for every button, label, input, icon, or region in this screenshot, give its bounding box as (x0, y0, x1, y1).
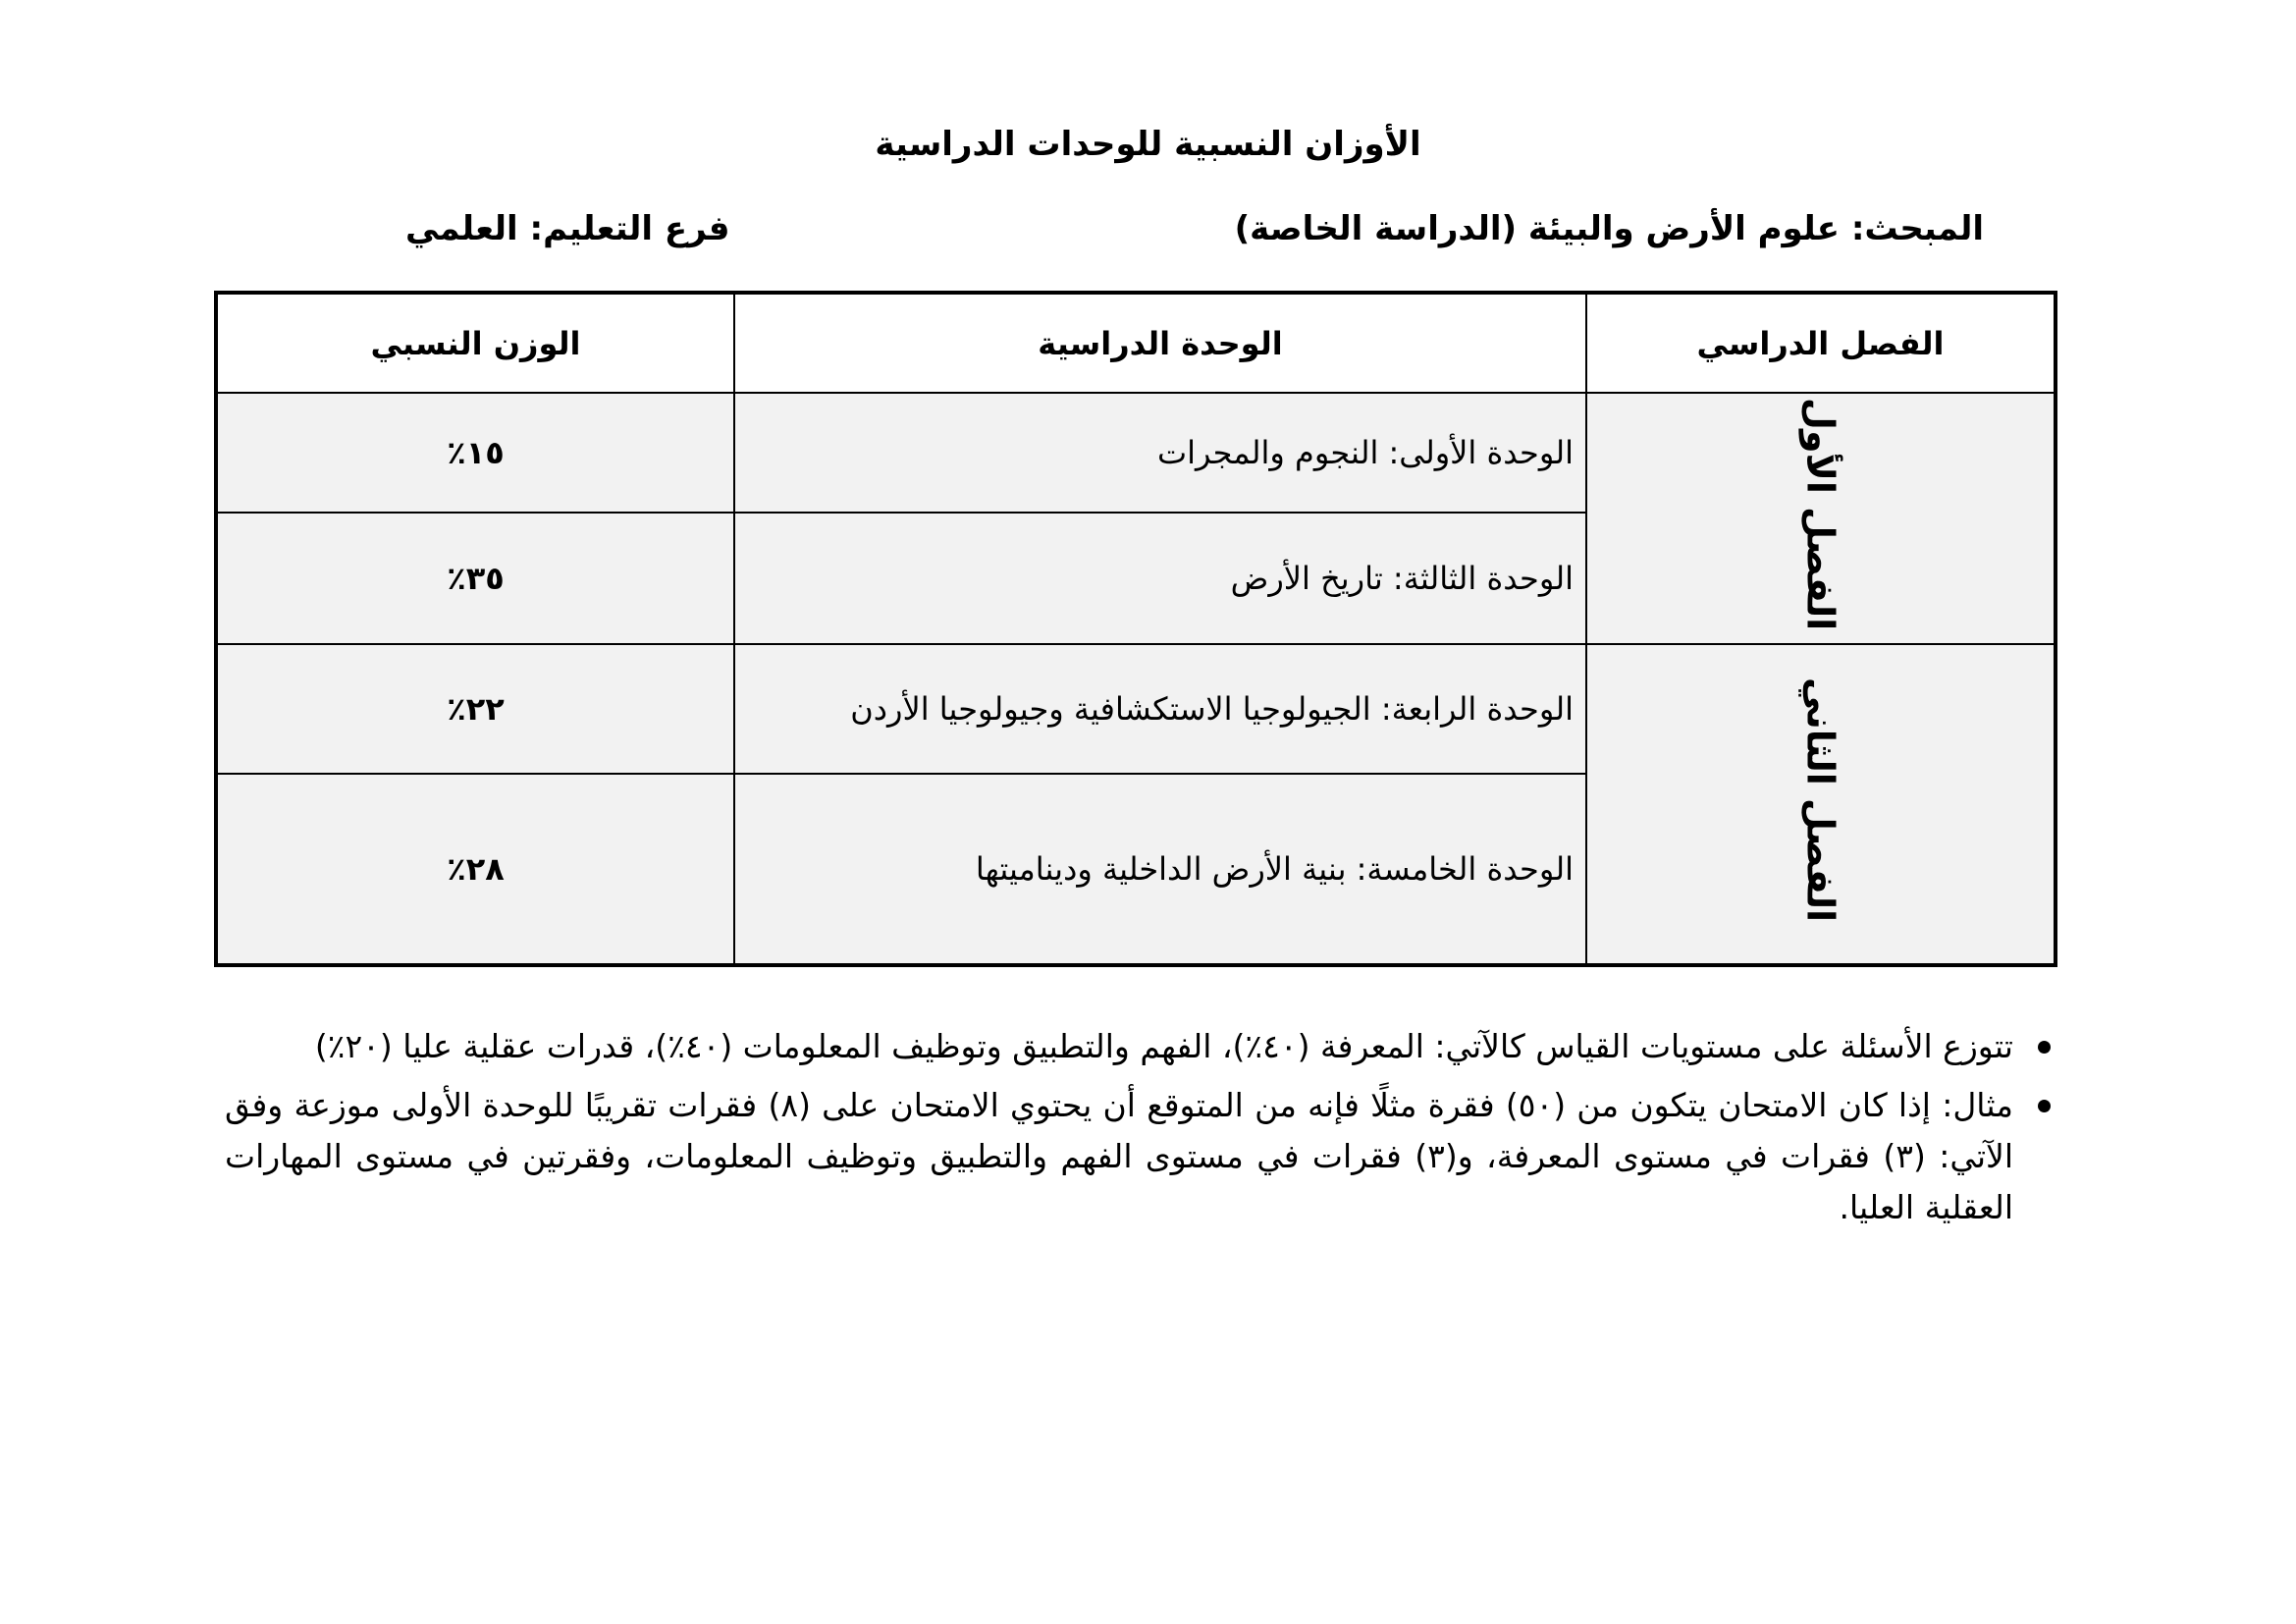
term-label: الفصل الأول (1798, 398, 1842, 631)
weight-cell: ٢٨٪ (216, 774, 734, 965)
header-term: الفصل الدراسي (1586, 293, 2056, 393)
weight-cell: ١٥٪ (216, 393, 734, 513)
term-cell-first (1586, 393, 2056, 644)
weight-cell: ٢٢٪ (216, 644, 734, 774)
header-weight: الوزن النسبي (216, 293, 734, 393)
notes-list (225, 1021, 2051, 1241)
table-header-row (216, 293, 2056, 393)
relative-weights-table (214, 291, 2057, 967)
note-text: مثال: إذا كان الامتحان يتكون من (٥٠) فقرة مثلًا فإنه من المتوقع أن يحتوي الامتحان على (٨) فقرات تقريبًا للوحدة الأولى موزعة وفق الآتي: (٣) فقرات في مستوى المعرفة، و(٣) فقرات في مستوى الفهم والتطبيق وتوظيف المعلومات، وفقرتين في مستوى المهارات العقلية العليا. (225, 1086, 2014, 1226)
header-unit: الوحدة الدراسية (734, 293, 1586, 393)
table-row (216, 644, 2056, 774)
unit-cell: الوحدة الخامسة: بنية الأرض الداخلية وديناميتها (734, 774, 1586, 965)
bullet-icon (2038, 1041, 2051, 1054)
list-item (225, 1021, 2051, 1072)
document-title: الأوزان النسبية للوحدات الدراسية (875, 125, 1421, 164)
list-item (225, 1080, 2051, 1233)
subject-line: المبحث: علوم الأرض والبيئة (الدراسة الخاصة) (1234, 209, 1984, 248)
unit-cell: الوحدة الأولى: النجوم والمجرات (734, 393, 1586, 513)
branch-line: فرع التعليم: العلمي (405, 209, 730, 248)
unit-cell: الوحدة الثالثة: تاريخ الأرض (734, 513, 1586, 644)
note-text: تتوزع الأسئلة على مستويات القياس كالآتي: المعرفة (٤٠٪)، الفهم والتطبيق وتوظيف المعلومات (٤٠٪)، قدرات عقلية عليا (٢٠٪) (314, 1027, 2013, 1065)
table-row (216, 393, 2056, 513)
weight-cell: ٣٥٪ (216, 513, 734, 644)
term-label: الفصل الثاني (1798, 677, 1842, 923)
bullet-icon (2038, 1100, 2051, 1112)
term-cell-second (1586, 644, 2056, 965)
unit-cell: الوحدة الرابعة: الجيولوجيا الاستكشافية وجيولوجيا الأردن (734, 644, 1586, 774)
